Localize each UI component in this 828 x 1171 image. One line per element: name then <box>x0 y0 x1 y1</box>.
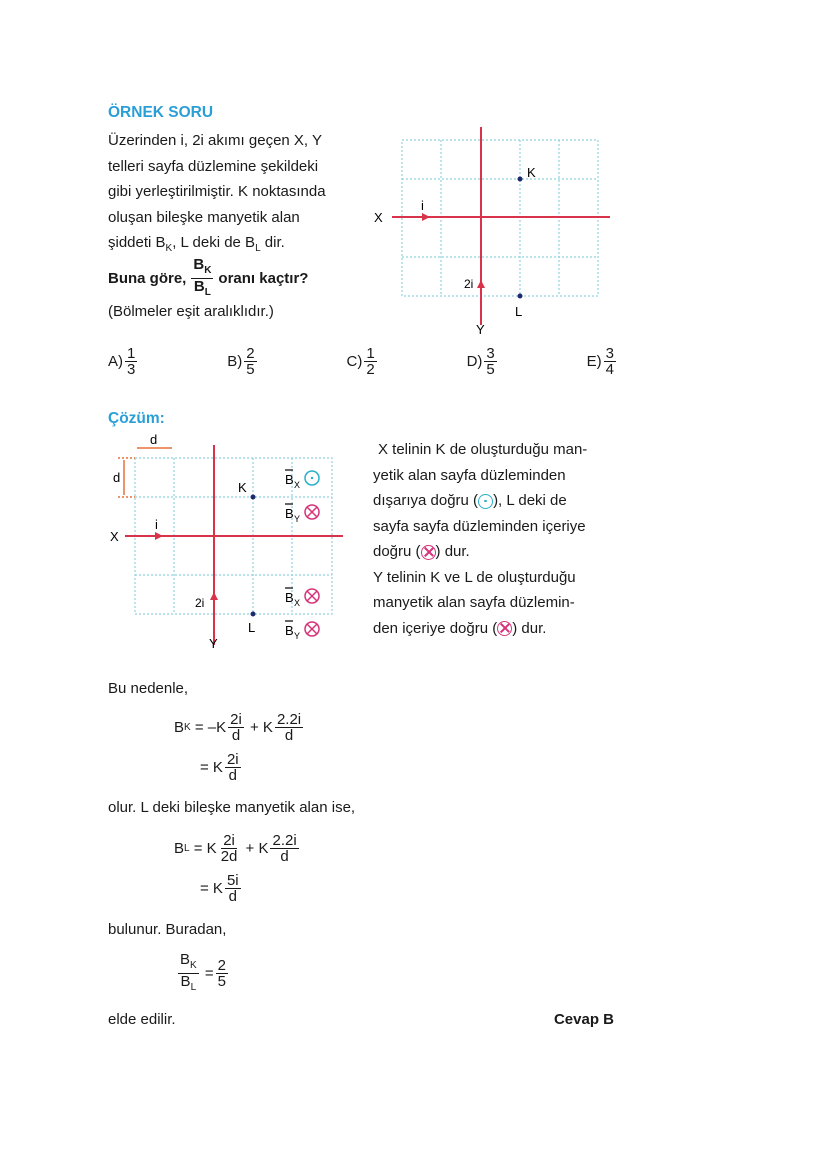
solution-heading: Çözüm: <box>108 410 165 427</box>
label-l: L <box>248 620 256 635</box>
text-line <box>373 539 613 565</box>
option-fraction <box>604 346 616 377</box>
t: d <box>231 727 241 744</box>
text-line: yetik alan sayfa düzleminden <box>373 466 566 484</box>
equation-bk-result <box>200 752 243 783</box>
text-line: gibi yerleştirilmiştir. K noktasında <box>108 183 326 200</box>
label-y: Y <box>476 322 485 337</box>
into-page-icon <box>305 622 319 636</box>
text-bulunur: bulunur. Buradan, <box>108 921 227 938</box>
equation-bl <box>174 833 301 864</box>
ratio-fraction <box>191 257 213 300</box>
text-line <box>373 488 613 514</box>
into-page-icon <box>421 545 436 560</box>
text-line: Üzerinden i, 2i akımı geçen X, Y <box>108 132 322 149</box>
option-fraction <box>125 346 137 377</box>
option-label: E) <box>586 353 602 370</box>
arrow-icon <box>477 280 485 288</box>
fraction <box>225 752 241 783</box>
point-k <box>518 177 523 182</box>
t: d <box>284 727 294 744</box>
t: 2i <box>226 751 239 768</box>
t: 5 <box>246 361 255 378</box>
t: + K <box>245 840 269 857</box>
label-i: i <box>421 198 424 213</box>
point-k <box>251 495 256 500</box>
label-y: Y <box>209 636 218 651</box>
out-of-page-icon <box>478 494 493 509</box>
problem-diagram <box>370 120 620 340</box>
fraction <box>225 873 241 904</box>
t: 2i <box>223 832 235 849</box>
t: ) dur. <box>435 543 470 560</box>
text-line <box>373 616 613 642</box>
question-text: Buna göre, <box>108 270 187 287</box>
label-2i: 2i <box>464 277 474 291</box>
t: 3 <box>605 345 614 362</box>
options <box>108 346 618 377</box>
t: 2d <box>220 848 238 865</box>
t: = K <box>193 840 217 857</box>
t: d <box>228 888 237 905</box>
label-x: X <box>110 529 119 544</box>
fraction <box>270 833 298 864</box>
text-line: Y telinin K ve L de oluşturduğu <box>373 568 576 586</box>
text-line: oluşan bileşke manyetik alan <box>108 208 300 226</box>
t: = –K <box>194 719 227 736</box>
question-text: oranı kaçtır? <box>218 270 309 287</box>
point-l <box>518 294 523 299</box>
t: + K <box>250 719 273 736</box>
t: B <box>193 278 205 295</box>
t: d <box>280 848 289 865</box>
t: dir. <box>260 234 285 251</box>
t: d <box>228 767 237 784</box>
option-fraction <box>244 346 256 377</box>
t: şiddeti B <box>108 234 166 251</box>
fraction <box>275 712 303 743</box>
t: 5i <box>226 872 239 889</box>
t: dışarıya doğru ( <box>373 492 479 509</box>
t: doğru ( <box>373 543 421 560</box>
option-label: D) <box>466 353 483 370</box>
label-d: d <box>150 432 158 447</box>
text-line: manyetik alan sayfa düzlemin- <box>373 594 575 611</box>
t: X <box>294 598 301 608</box>
label-2i: 2i <box>195 596 205 610</box>
t: 5 <box>486 361 495 378</box>
answer: Cevap B <box>553 1011 614 1028</box>
t: B <box>285 472 294 487</box>
t: B <box>285 506 294 521</box>
t: 2i <box>230 711 242 728</box>
equation-bk <box>174 712 305 743</box>
text-bu-nedenle: Bu nedenle, <box>108 680 189 697</box>
label-k: K <box>238 480 247 495</box>
example-text <box>108 128 356 262</box>
t: , L deki de B <box>172 234 256 251</box>
solution-diagram <box>100 430 360 660</box>
field-symbols <box>285 470 319 636</box>
label-k: K <box>527 165 536 180</box>
t: 1 <box>366 345 375 362</box>
t: B <box>180 951 191 968</box>
label-d: d <box>113 470 121 485</box>
note: (Bölmeler eşit aralıklıdır.) <box>108 303 274 320</box>
option-d[interactable] <box>467 346 499 377</box>
text-line: sayfa sayfa düzleminden içeriye <box>373 517 586 535</box>
into-page-icon <box>305 505 319 519</box>
text-olur: olur. L deki bileşke manyetik alan ise, <box>108 799 356 816</box>
fraction <box>219 833 240 864</box>
option-a[interactable] <box>108 346 139 377</box>
t: L <box>204 287 211 298</box>
t: L <box>184 843 190 854</box>
t: B <box>193 256 205 273</box>
t: 2.2i <box>272 832 297 849</box>
t: B <box>180 973 191 990</box>
t: 3 <box>127 361 136 378</box>
t: 2.2i <box>276 711 302 728</box>
option-fraction <box>364 346 376 377</box>
label-x: X <box>374 210 383 225</box>
arrow-icon <box>155 532 163 540</box>
t: = <box>204 965 214 982</box>
question <box>108 257 308 300</box>
t: den içeriye doğru ( <box>373 619 498 637</box>
text-line: X telinin K de oluşturduğu man- <box>378 441 588 458</box>
arrow-icon <box>422 213 430 221</box>
t: ), L deki de <box>493 492 567 509</box>
t: B <box>285 623 294 638</box>
t: L <box>255 243 261 254</box>
option-label: B) <box>227 353 243 370</box>
t: 2 <box>246 345 255 362</box>
fraction <box>178 952 199 995</box>
t: 5 <box>217 973 226 990</box>
t: 2 <box>217 957 226 974</box>
text-elde: elde edilir. <box>108 1011 176 1028</box>
into-page-icon <box>497 621 512 636</box>
t: 3 <box>486 345 495 362</box>
label-l: L <box>515 304 523 319</box>
fraction <box>216 958 228 989</box>
equation-ratio <box>176 952 230 995</box>
t: = K <box>200 880 223 897</box>
t: 1 <box>127 345 136 362</box>
t: B <box>174 719 185 736</box>
t: = K <box>200 759 223 776</box>
point-l <box>251 612 256 617</box>
solution-explanation <box>373 437 613 641</box>
t: 2 <box>366 361 375 378</box>
option-c[interactable] <box>347 346 379 377</box>
t: K <box>204 265 212 276</box>
option-e[interactable] <box>587 346 618 377</box>
equation-bl-result <box>200 873 243 904</box>
t: K <box>190 960 197 971</box>
t: K <box>165 243 173 254</box>
t: ) dur. <box>512 619 547 637</box>
option-fraction <box>484 346 496 377</box>
arrow-icon <box>210 592 218 600</box>
into-page-icon <box>305 589 319 603</box>
t: K <box>184 722 191 733</box>
t: Y <box>294 514 301 524</box>
t: 4 <box>605 361 614 378</box>
dimension-arrows <box>118 448 172 497</box>
t: Y <box>294 631 301 641</box>
t: X <box>294 480 301 490</box>
t: B <box>174 840 185 857</box>
example-heading: ÖRNEK SORU <box>108 104 214 121</box>
option-b[interactable] <box>227 346 258 377</box>
option-label: C) <box>346 353 363 370</box>
text-line: telleri sayfa düzlemine şekildeki <box>108 157 319 175</box>
fraction <box>228 712 244 743</box>
t: B <box>285 590 294 605</box>
label-i: i <box>155 517 158 532</box>
option-label: A) <box>108 353 123 370</box>
t: L <box>190 982 197 993</box>
